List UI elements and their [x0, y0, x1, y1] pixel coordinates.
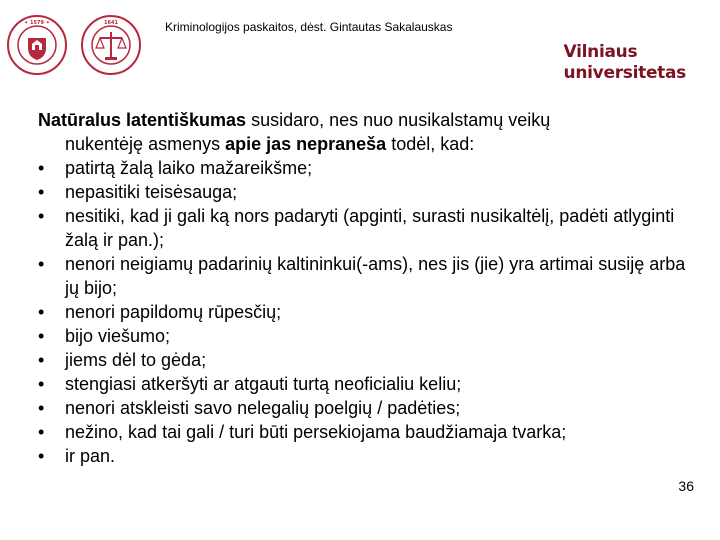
bullet-icon: •	[38, 158, 45, 178]
list-item-text: nenori neigiamų padarinių kaltininkui(-ams), nes jis (jie) yra artimai susiję arba jų bijo;	[65, 254, 686, 298]
vilnius-university-seal	[6, 14, 68, 76]
list-item	[38, 204, 688, 252]
list-item-text: nesitiki, kad ji gali ką nors padaryti (apginti, surasti nusikaltėlį, padėti atlyginti žalą ir pan.);	[65, 206, 675, 250]
list-item	[38, 420, 688, 444]
slide-content	[38, 108, 688, 468]
list-item	[38, 180, 688, 204]
list-item-text: stengiasi atkeršyti ar atgauti turtą neoficialiu keliu;	[65, 374, 462, 394]
list-item	[38, 372, 688, 396]
list-item	[38, 156, 688, 180]
list-item	[38, 300, 688, 324]
page-number: 36	[678, 478, 694, 494]
bullet-icon: •	[38, 446, 45, 466]
law-faculty-seal	[80, 14, 142, 76]
list-item-text: patirtą žalą laiko mažareikšme;	[65, 158, 313, 178]
list-item-text: bijo viešumo;	[65, 326, 171, 346]
intro-line-2-bold: apie jas nepraneša	[225, 134, 387, 154]
bullet-icon: •	[38, 182, 45, 202]
vilnius-university-logo	[564, 42, 686, 84]
intro-line-2-start: nukentėję asmenys	[65, 134, 226, 154]
list-item	[38, 396, 688, 420]
list-item-text: ir pan.	[65, 446, 116, 466]
bullet-icon: •	[38, 254, 45, 274]
bullet-icon: •	[38, 422, 45, 442]
list-item-text: jiems dėl to gėda;	[65, 350, 207, 370]
svg-text:1641: 1641	[104, 20, 118, 26]
list-item	[38, 252, 688, 300]
intro-text: susidaro, nes nuo nusikalstamų veikų	[246, 110, 551, 130]
header-title: Kriminologijos paskaitos, dėst. Gintautas Sakalauskas	[165, 20, 453, 34]
bullet-icon: •	[38, 398, 45, 418]
list-item	[38, 348, 688, 372]
list-item	[38, 444, 688, 468]
list-item	[38, 324, 688, 348]
bullet-icon: •	[38, 302, 45, 322]
intro-bold-term: Natūralus latentiškumas	[38, 110, 247, 130]
svg-text:✦ 1579 ✦: ✦ 1579 ✦	[24, 20, 50, 26]
list-item-text: nepasitiki teisėsauga;	[65, 182, 238, 202]
list-item-text: nenori atskleisti savo nelegalių poelgių / padėties;	[65, 398, 461, 418]
logo-line-1: Vilniaus	[563, 42, 638, 62]
intro-line-2	[38, 132, 688, 156]
bullet-icon: •	[38, 206, 45, 226]
bullet-icon: •	[38, 374, 45, 394]
logo-line-2: universitetas	[563, 63, 686, 83]
reasons-list	[38, 156, 688, 468]
list-item-text: nežino, kad tai gali / turi būti persekiojama baudžiamaja tvarka;	[65, 422, 567, 442]
intro-paragraph	[38, 108, 688, 156]
bullet-icon: •	[38, 326, 45, 346]
bullet-icon: •	[38, 350, 45, 370]
intro-line-2-end: todėl, kad:	[386, 134, 475, 154]
list-item-text: nenori papildomų rūpesčių;	[65, 302, 282, 322]
